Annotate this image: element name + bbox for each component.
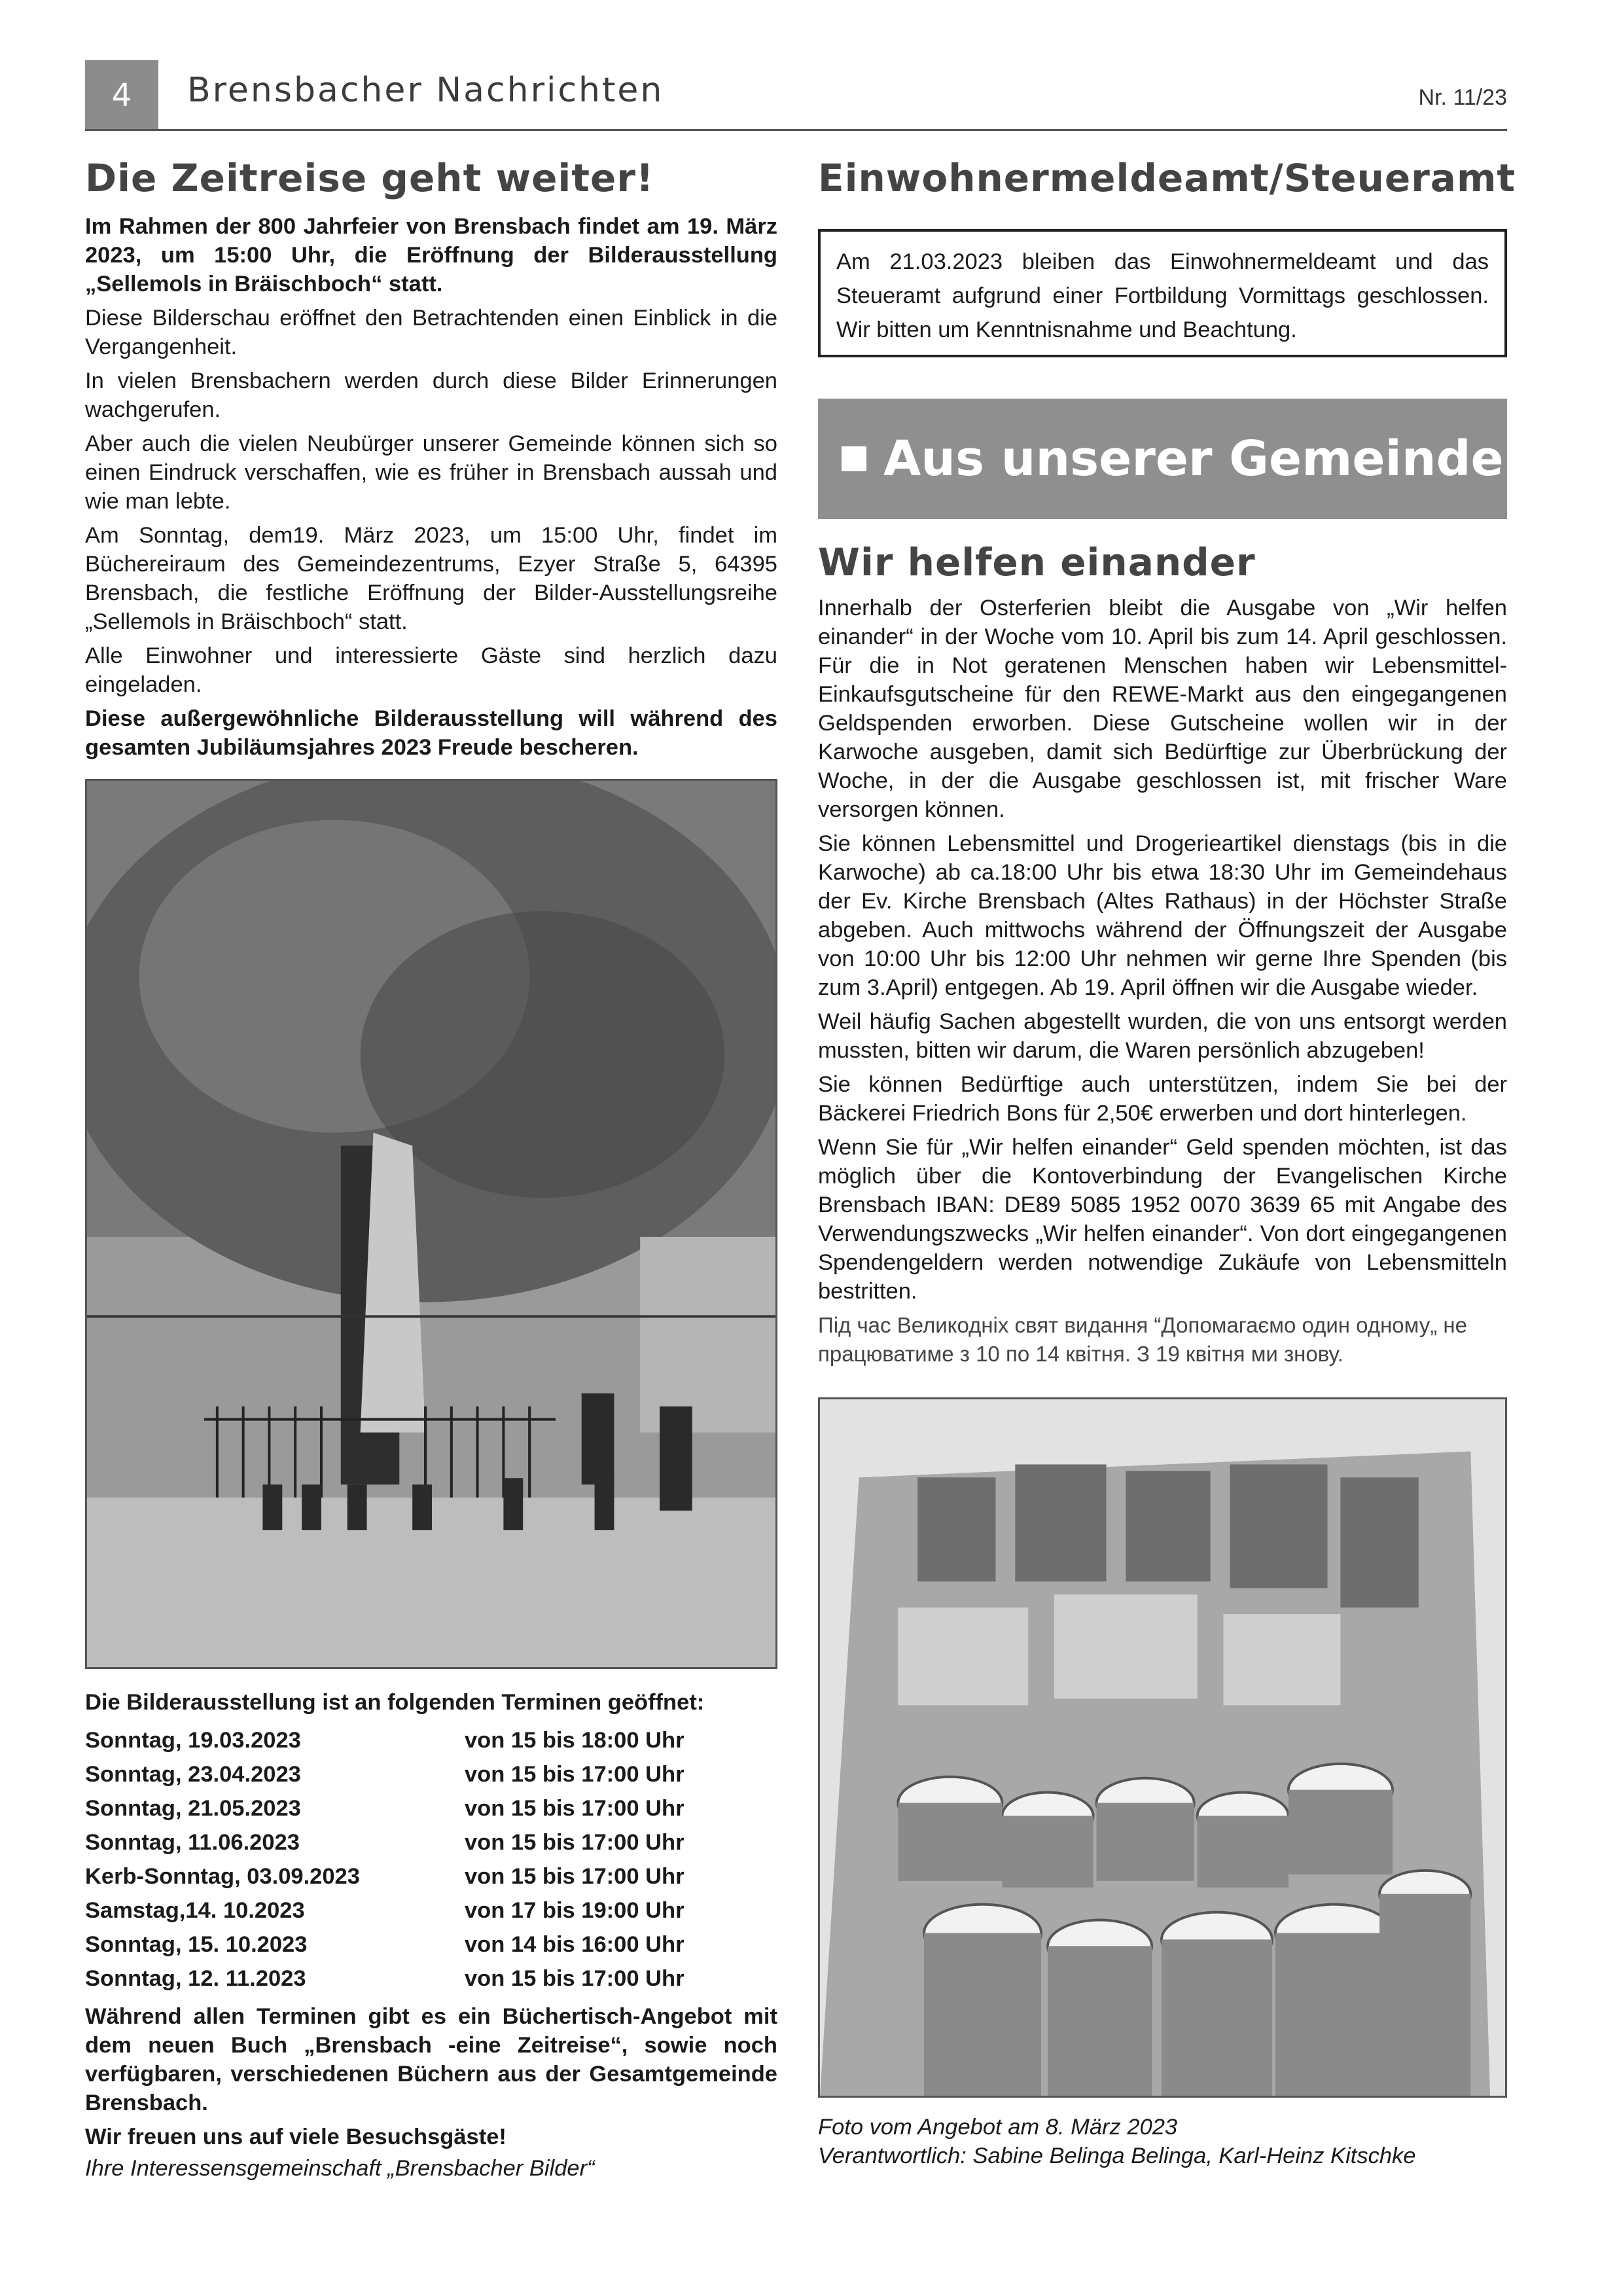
schedule-date: Sonntag, 12. 11.2023 bbox=[85, 1966, 306, 1991]
help-paragraph: Sie können Bedürftige auch unterstützen, indem Sie bei der Bäckerei Friedrich Bons für 2,50€ erwerben und dort hinterlegen. bbox=[818, 1072, 1507, 1126]
book-table-note: Während allen Terminen gibt es ein Büchertisch-Angebot mit dem neuen Buch „Brensbach -eine Zeitreise“, sowie noch verfügbaren, verschiedenen Büchern aus der Gesamtgemeinde Brensbach. bbox=[85, 2004, 777, 2115]
page-number: 4 bbox=[85, 60, 158, 131]
schedule-row bbox=[85, 1859, 777, 1893]
historic-photo-image bbox=[87, 781, 775, 1667]
schedule-time: von 15 bis 17:00 Uhr bbox=[465, 1864, 684, 1889]
schedule-date: Sonntag, 15. 10.2023 bbox=[85, 1932, 308, 1957]
schedule-date: Sonntag, 23.04.2023 bbox=[85, 1762, 301, 1787]
schedule-row bbox=[85, 1825, 777, 1859]
schedule-time: von 15 bis 17:00 Uhr bbox=[465, 1796, 684, 1821]
article-paragraph: Diese Bilderschau eröffnet den Betrachtenden einen Einblick in die Vergangenheit. bbox=[85, 306, 777, 359]
issue-number: Nr. 11/23 bbox=[1418, 85, 1507, 110]
donations-photo-image bbox=[820, 1399, 1505, 2096]
schedule-heading: Die Bilderausstellung ist an folgenden Terminen geöffnet: bbox=[85, 1690, 705, 1715]
signature: Ihre Interessensgemeinschaft „Brensbacher Bilder“ bbox=[85, 2156, 595, 2181]
article-paragraph: In vielen Brensbachern werden durch diese Bilder Erinnerungen wachgerufen. bbox=[85, 368, 777, 422]
ukrainian-note: Під час Великодніх свят видання “Допомагаємо один одному„ не працюватиме з 10 по 14 квітня. З 19 квітня ми знову. bbox=[818, 1313, 1467, 1366]
section-banner bbox=[818, 399, 1507, 519]
banner-label: Aus unserer Gemeinde bbox=[883, 431, 1504, 487]
help-paragraph: Weil häufig Sachen abgestellt wurden, die von uns entsorgt werden mussten, bitten wir darum, die Waren persönlich abzugeben! bbox=[818, 1009, 1507, 1063]
article-paragraph: Am Sonntag, dem19. März 2023, um 15:00 Uhr, findet im Büchereiraum des Gemeindezentrums, Ezyer Straße 5, 64395 Brensbach, die festliche Eröffnung der Bilder-Ausstellungsreihe „Sellemols in Bräischboch“ statt. bbox=[85, 523, 777, 634]
photo-caption-block bbox=[818, 2113, 1507, 2170]
office-notice-box bbox=[818, 229, 1507, 357]
help-paragraph: Wenn Sie für „Wir helfen einander“ Geld spenden möchten, ist das möglich über die Kontoverbindung der Evangelischen Kirche Brensbach IBAN: DE89 5085 1952 0070 3639 65 mit Angabe des Verwendungszwecks „Wir helfen einander“. Von dort eingegangenen Spendengeldern werden notwendige Zukäufe von Lebensmitteln bestritten. bbox=[818, 1135, 1507, 1304]
schedule-time: von 15 bis 18:00 Uhr bbox=[465, 1728, 684, 1753]
schedule-time: von 15 bis 17:00 Uhr bbox=[465, 1966, 684, 1991]
article-paragraph: Alle Einwohner und interessierte Gäste sind herzlich dazu eingeladen. bbox=[85, 643, 777, 697]
schedule-time: von 14 bis 16:00 Uhr bbox=[465, 1932, 684, 1957]
office-notice-text: Am 21.03.2023 bleiben das Einwohnermeldeamt und das Steueramt aufgrund einer Fortbildung Vormittags geschlossen. Wir bitten um Kenntnisnahme und Beachtung. bbox=[836, 249, 1489, 342]
welcome-note: Wir freuen uns auf viele Besuchsgäste! bbox=[85, 2125, 507, 2149]
article-title: Die Zeitreise geht weiter! bbox=[85, 156, 654, 200]
header-divider bbox=[85, 129, 1507, 131]
schedule-time: von 15 bis 17:00 Uhr bbox=[465, 1762, 684, 1787]
schedule-date: Kerb-Sonntag, 03.09.2023 bbox=[85, 1864, 360, 1889]
schedule-date: Samstag,14. 10.2023 bbox=[85, 1898, 305, 1923]
historic-photo bbox=[85, 779, 777, 1669]
publication-title: Brensbacher Nachrichten bbox=[187, 71, 664, 110]
schedule-row bbox=[85, 1791, 777, 1825]
donations-photo bbox=[818, 1397, 1507, 2098]
schedule-row bbox=[85, 1928, 777, 1962]
exhibition-schedule bbox=[85, 1685, 777, 2188]
schedule-row bbox=[85, 1962, 777, 1996]
schedule-row bbox=[85, 1893, 777, 1928]
schedule-date: Sonntag, 11.06.2023 bbox=[85, 1830, 300, 1855]
photo-caption: Foto vom Angebot am 8. März 2023 bbox=[818, 2115, 1178, 2140]
schedule-time: von 15 bis 17:00 Uhr bbox=[465, 1830, 684, 1855]
responsible-persons: Verantwortlich: Sabine Belinga Belinga, Karl-Heinz Kitschke bbox=[818, 2144, 1416, 2168]
office-title: Einwohnermeldeamt/Steueramt bbox=[818, 156, 1516, 200]
schedule-date: Sonntag, 21.05.2023 bbox=[85, 1796, 301, 1821]
help-paragraph: Innerhalb der Osterferien bleibt die Ausgabe von „Wir helfen einander“ in der Woche vom 10. April bis zum 14. April geschlossen. Für die in Not geratenen Menschen haben wir Lebensmittel-Einkaufsgutscheine für den REWE-Markt aus den eingegangenen Geldspenden erworben. Diese Gutscheine wollen wir in der Karwoche ausgeben, damit sich Bedürftige zur Überbrückung der Woche, in der die Ausgabe geschlossen ist, mit frischer Ware versorgen können. bbox=[818, 596, 1507, 822]
help-paragraph: Sie können Lebensmittel und Drogerieartikel dienstags (bis in die Karwoche) ab ca.18:00 Uhr bis etwa 18:30 Uhr im Gemeindehaus der Ev. Kirche Brensbach (Altes Rathaus) in der Höchster Straße abgeben. Auch mittwochs während der Öffnungszeit der Ausgabe von 10:00 Uhr bis 12:00 Uhr nehmen wir gerne Ihre Spenden (bis zum 3.April) entgegen. Ab 19. April öffnen wir die Ausgabe wieder. bbox=[818, 831, 1507, 1000]
square-bullet-icon bbox=[842, 446, 866, 471]
article-zeitreise bbox=[85, 156, 777, 767]
schedule-row bbox=[85, 1723, 777, 1757]
schedule-row bbox=[85, 1757, 777, 1791]
schedule-date: Sonntag, 19.03.2023 bbox=[85, 1728, 301, 1753]
article-wir-helfen bbox=[818, 540, 1507, 1374]
article-paragraph: Aber auch die vielen Neubürger unserer Gemeinde können sich so einen Eindruck verschaffen, wie es früher in Brensbach aussah und wie man lebte. bbox=[85, 431, 777, 514]
schedule-time: von 17 bis 19:00 Uhr bbox=[465, 1898, 684, 1923]
article-closing: Diese außergewöhnliche Bilderausstellung will während des gesamten Jubiläumsjahres 2023 Freude bescheren. bbox=[85, 706, 777, 760]
help-title: Wir helfen einander bbox=[818, 540, 1256, 584]
article-intro: Im Rahmen der 800 Jahrfeier von Brensbach findet am 19. März 2023, um 15:00 Uhr, die Eröffnung der Bilderausstellung „Sellemols in Bräischboch“ statt. bbox=[85, 214, 777, 296]
